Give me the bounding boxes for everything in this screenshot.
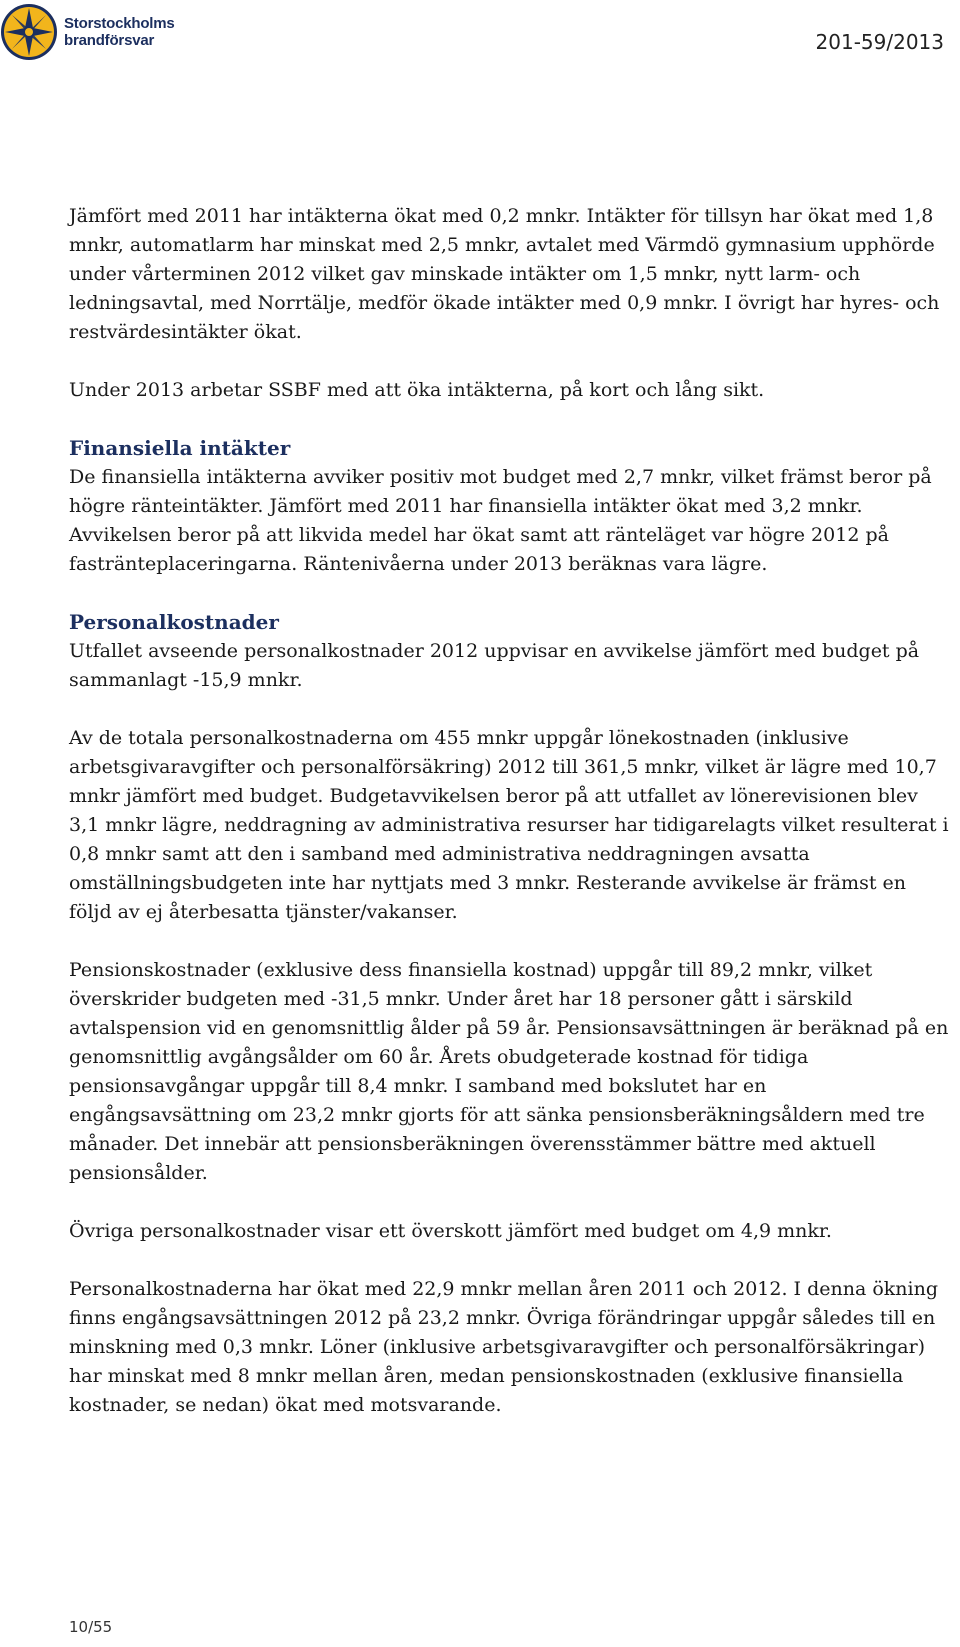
document-number: 201-59/2013 bbox=[815, 30, 944, 54]
paragraph-other-personnel-costs: Övriga personalkostnader visar ett överskott jämfört med budget om 4,9 mnkr. bbox=[69, 1220, 832, 1242]
logo-line-1: Storstockholms bbox=[64, 15, 175, 32]
heading-financial-income: Finansiella intäkter bbox=[69, 436, 291, 460]
organization-logo bbox=[0, 0, 175, 64]
paragraph-financial-income: De finansiella intäkterna avviker positiv mot budget med 2,7 mnkr, vilket främst beror på högre ränteintäkter. Jämfört med 2011 har finansiella intäkter ökat med 3,2 mnkr. Avvikelsen beror på att likvida medel har ökat samt att ränteläget var högre 2012 på fasträntеplaceringarna. Räntenivåerna under 2013 beräknas vara lägre. bbox=[69, 466, 932, 575]
logo-wordmark bbox=[64, 15, 175, 49]
heading-personnel-costs: Personalkostnader bbox=[69, 610, 279, 634]
document-body bbox=[69, 202, 949, 1449]
page-number: 10/55 bbox=[69, 1618, 113, 1636]
paragraph-revenue-2013: Under 2013 arbetar SSBF med att öka intäkterna, på kort och lång sikt. bbox=[69, 379, 765, 401]
paragraph-pension-costs: Pensionskostnader (exklusive dess finansiella kostnad) uppgår till 89,2 mnkr, vilket överskrider budgeten med -31,5 mnkr. Under året har 18 personer gått i särskild avtalspension vid en genomsnittlig ålder på 59 år. Pensionsavsättningen är beräknad på en genomsnittlig avgångsålder om 60 år. Årets obudgeterade kostnad för tidiga pensionsavgångar uppgår till 8,4 mnkr. I samband med bokslutet har en engångsavsättning om 23,2 mnkr gjorts för att sänka pensionsberäkningsåldern med tre månader. Det innebär att pensionsberäkningen överensstämmer bättre med aktuell pensionsålder. bbox=[69, 959, 949, 1184]
paragraph-salary-costs: Av de totala personalkostnaderna om 455 mnkr uppgår lönekostnaden (inklusive arbetsgivaravgifter och personalförsäkring) 2012 till 361,5 mnkr, vilket är lägre med 10,7 mnkr jämfört med budget. Budgetavvikelsen beror på att utfallet av lönerevisionen blev 3,1 mnkr lägre, neddragning av administrativa resurser har tidigarelagts vilket resulterat i 0,8 mnkr samt att den i samband med administrativa neddragningen avsatta omställningsbudgeten inte har nyttjats med 3 mnkr. Resterande avvikelse är främst en följd av ej återbesatta tjänster/vakanser. bbox=[69, 727, 949, 923]
paragraph-personnel-outcome: Utfallet avseende personalkostnader 2012 uppvisar en avvikelse jämfört med budget på sammanlagt -15,9 mnkr. bbox=[69, 640, 920, 691]
logo-line-2: brandförsvar bbox=[64, 32, 155, 49]
star-emblem-icon bbox=[0, 3, 58, 61]
paragraph-revenue-comparison: Jämfört med 2011 har intäkterna ökat med 0,2 mnkr. Intäkter för tillsyn har ökat med 1,8 mnkr, automatlarm har minskat med 2,5 mnkr, avtalet med Värmdö gymnasium upphörde under vårterminen 2012 vilket gav minskade intäkter om 1,5 mnkr, nytt larm- och ledningsavtal, med Norrtälje, medför ökade intäkter med 0,9 mnkr. I övrigt har hyres- och restvärdesintäkter ökat. bbox=[69, 205, 940, 343]
paragraph-personnel-cost-change: Personalkostnaderna har ökat med 22,9 mnkr mellan åren 2011 och 2012. I denna ökning finns engångsavsättningen 2012 på 23,2 mnkr. Övriga förändringar uppgår således till en minskning med 0,3 mnkr. Löner (inklusive arbetsgivaravgifter och personalförsäkringar) har minskat med 8 mnkr mellan åren, medan pensionskostnaden (exklusive finansiella kostnader, se nedan) ökat med motsvarande. bbox=[69, 1278, 939, 1416]
